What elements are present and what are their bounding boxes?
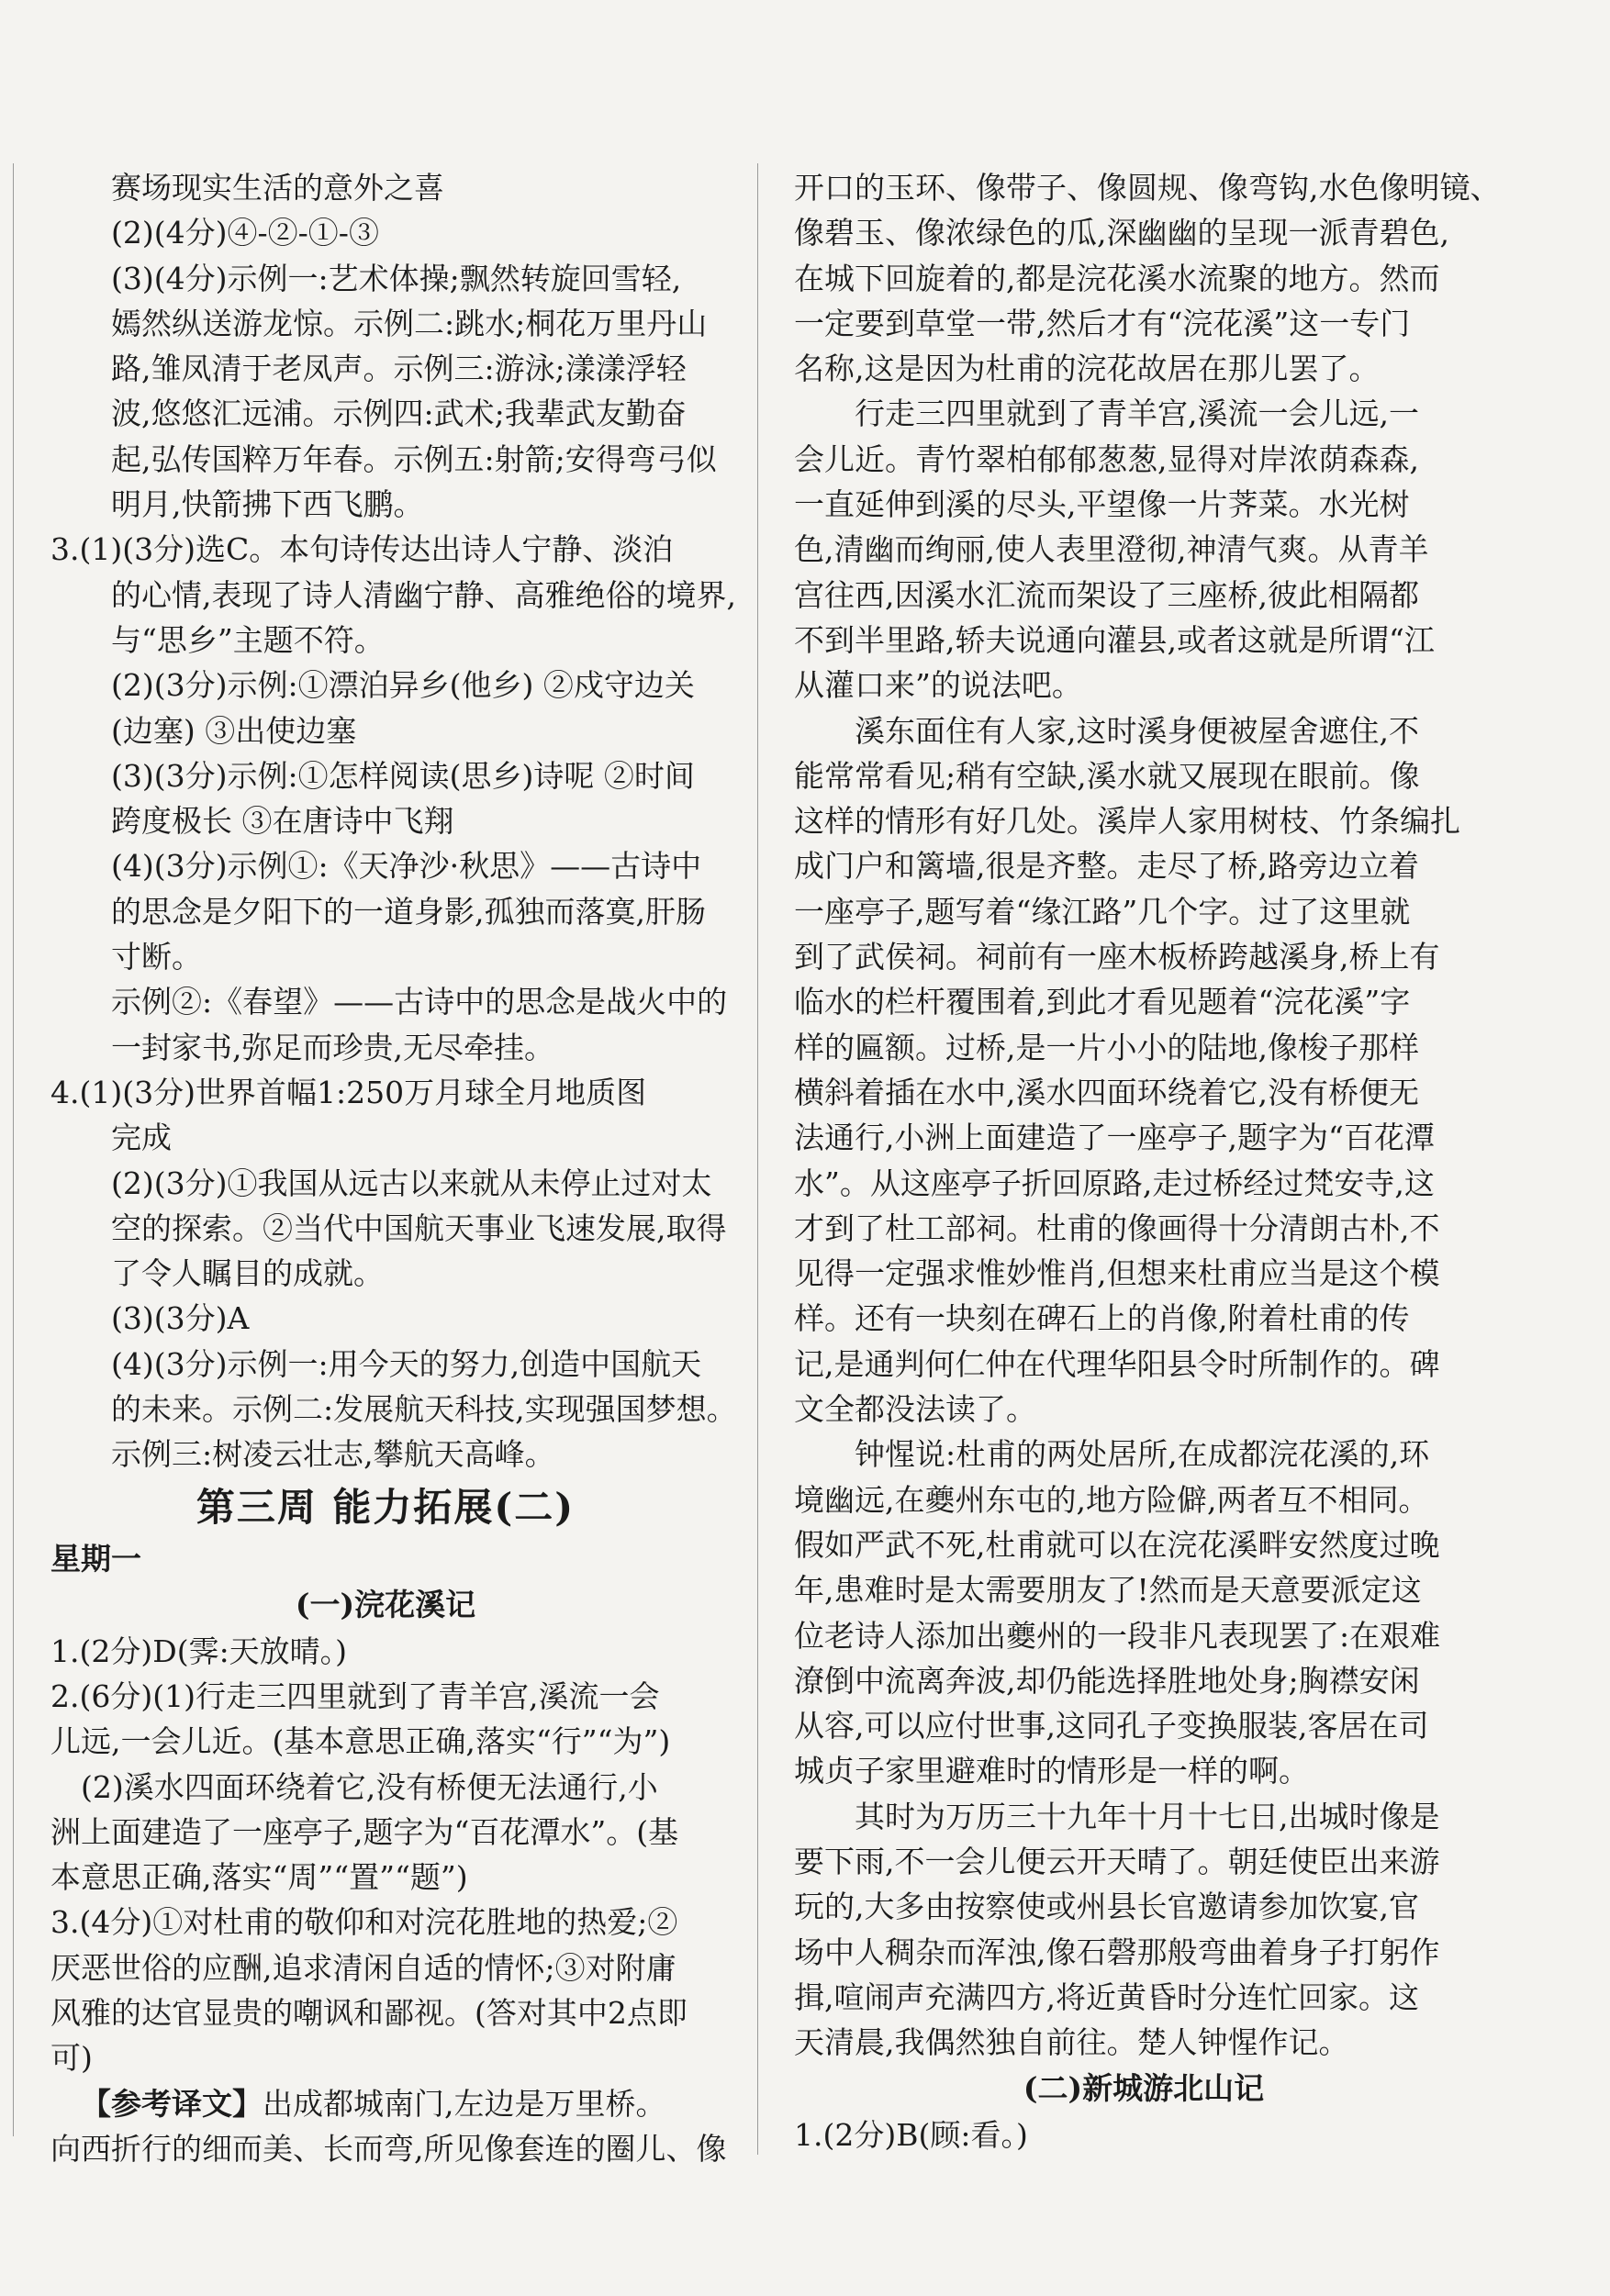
- reading-title: (一)浣花溪记: [295, 1586, 476, 1622]
- text-line: 假如严武不死,杜甫就可以在浣花溪畔安然度过晚: [794, 1526, 1440, 1563]
- text-line: (2)(3分)示例:①漂泊异乡(他乡) ②戍守边关: [111, 667, 695, 704]
- text-line: (2)(3分)①我国从远古以来就从未停止过对太: [111, 1165, 712, 1201]
- answer-line: 3.(4分)①对杜甫的敬仰和对浣花胜地的热爱;②: [50, 1904, 678, 1941]
- text-line: 见得一定强求惟妙惟肖,但想来杜甫应当是这个模: [794, 1255, 1440, 1292]
- text-line: 能常常看见;稍有空缺,溪水就又展现在眼前。像: [794, 757, 1420, 794]
- text-line: 示例三:树凌云壮志,攀航天高峰。: [111, 1436, 555, 1473]
- text-line: 从容,可以应付世事,这同孔子变换服装,客居在司: [794, 1708, 1429, 1744]
- answer-line: 1.(2分)B(顾:看。): [794, 2117, 1028, 2154]
- text-line: 位老诗人添加出夔州的一段非凡表现罢了:在艰难: [794, 1617, 1441, 1654]
- text-line: 记,是通判何仁仲在代理华阳县令时所制作的。碑: [794, 1345, 1440, 1382]
- text-line: 路,雏凤清于老凤声。示例三:游泳;漾漾浮轻: [111, 351, 687, 387]
- text-line: (4)(3分)示例一:用今天的努力,创造中国航天: [111, 1345, 702, 1382]
- answer-line: (2)溪水四面环绕着它,没有桥便无法通行,小: [81, 1768, 658, 1805]
- text-line: 天清晨,我偶然独自前往。楚人钟惺作记。: [794, 2024, 1349, 2061]
- text-line: (边塞) ③出使边塞: [111, 712, 357, 749]
- text-line: 在城下回旋着的,都是浣花溪水流聚的地方。然而: [794, 260, 1440, 296]
- text-line: 明月,快箭拂下西飞鹏。: [111, 486, 424, 523]
- reference-translation-line: [50, 2081, 721, 2126]
- text-line: (3)(4分)示例一:艺术体操;飘然转旋回雪轻,: [111, 260, 682, 296]
- text-line: 的心情,表现了诗人清幽宁静、高雅绝俗的境界,: [111, 576, 736, 613]
- text-line: 揖,喧闹声充满四方,将近黄昏时分连忙回家。这: [794, 1978, 1419, 2015]
- text-line: (3)(3分)示例:①怎样阅读(思乡)诗呢 ②时间: [111, 757, 695, 794]
- text-line: 境幽远,在夔州东屯的,地方险僻,两者互不相同。: [794, 1481, 1429, 1518]
- text-line: 的思念是夕阳下的一道身影,孤独而落寞,肝肠: [111, 893, 706, 930]
- reference-label: 【参考译文】: [81, 2085, 263, 2122]
- text-line: 才到了杜工部祠。杜甫的像画得十分清朗古朴,不: [794, 1209, 1440, 1246]
- text-line: 跨度极长 ③在唐诗中飞翔: [111, 803, 454, 840]
- text-line: 样。还有一块刻在碑石上的肖像,附着杜甫的传: [794, 1300, 1410, 1337]
- text-line: 空的探索。②当代中国航天事业飞速发展,取得: [111, 1209, 727, 1246]
- section-title: 第三周 能力拓展(二): [196, 1484, 576, 1530]
- answer-line: 洲上面建造了一座亭子,题字为“百花潭水”。(基: [50, 1813, 679, 1850]
- text-line: (4)(3分)示例①:《天净沙·秋思》——古诗中: [111, 848, 702, 885]
- text-line: 寸断。: [111, 939, 202, 975]
- text-line: 一封家书,弥足而珍贵,无尽牵挂。: [111, 1029, 554, 1065]
- text-line: 临水的栏杆覆围着,到此才看见题着“浣花溪”字: [794, 984, 1411, 1020]
- answer-line: 风雅的达官显贵的嘲讽和鄙视。(答对其中2点即: [50, 1994, 688, 2031]
- answer-line: 2.(6分)(1)行走三四里就到了青羊宫,溪流一会: [50, 1677, 660, 1714]
- text-line: (2)(4分)④-②-①-③: [111, 215, 379, 251]
- text-line: 成门户和篱墙,很是齐整。走尽了桥,路旁边立着: [794, 848, 1419, 885]
- text-line: 嫣然纵送游龙惊。示例二:跳水;桐花万里丹山: [111, 305, 708, 341]
- answer-line: 1.(2分)D(霁:天放晴。): [50, 1633, 348, 1669]
- text-line: 其时为万历三十九年十月十七日,出城时像是: [855, 1798, 1440, 1834]
- reading-title: (二)新城游北山记: [1023, 2070, 1265, 2107]
- text-line: 开口的玉环、像带子、像圆规、像弯钩,水色像明镜、: [794, 170, 1501, 206]
- text-line: 到了武侯祠。祠前有一座木板桥跨越溪身,桥上有: [794, 939, 1440, 975]
- text-line: 场中人稠杂而浑浊,像石磬那般弯曲着身子打躬作: [794, 1934, 1440, 1970]
- text-line: 一直延伸到溪的尽头,平望像一片荠菜。水光树: [794, 486, 1410, 523]
- text-line: 一定要到草堂一带,然后才有“浣花溪”这一专门: [794, 305, 1411, 341]
- text-line: 溪东面住有人家,这时溪身便被屋舍遮住,不: [855, 712, 1419, 749]
- text-line: 像碧玉、像浓绿色的瓜,深幽幽的呈现一派青碧色,: [794, 215, 1449, 251]
- text-line: 横斜着插在水中,溪水四面环绕着它,没有桥便无: [794, 1074, 1419, 1110]
- reference-text: 出成都城南门,左边是万里桥。: [263, 2085, 666, 2122]
- text-line: 行走三四里就到了青羊宫,溪流一会儿远,一: [855, 396, 1419, 432]
- text-line: 会儿近。青竹翠柏郁郁葱葱,显得对岸浓荫森森,: [794, 440, 1419, 477]
- text-line: 了令人瞩目的成就。: [111, 1255, 384, 1292]
- text-line: 与“思乡”主题不符。: [111, 621, 385, 658]
- answer-line: 儿远,一会儿近。(基本意思正确,落实“行”“为”): [50, 1723, 671, 1760]
- text-line: 要下雨,不一会儿便云开天晴了。朝廷使臣出来游: [794, 1843, 1440, 1879]
- column-divider: [757, 163, 758, 2155]
- text-line: 宫往西,因溪水汇流而架设了三座桥,彼此相隔都: [794, 576, 1419, 613]
- text-line: 示例②:《春望》——古诗中的思念是战火中的: [111, 984, 728, 1020]
- text-line: 钟惺说:杜甫的两处居所,在成都浣花溪的,环: [855, 1436, 1430, 1473]
- text-line: 这样的情形有好几处。溪岸人家用树枝、竹条编扎: [794, 803, 1460, 840]
- answer-line: 可): [50, 2040, 93, 2077]
- text-line: 赛场现实生活的意外之喜: [111, 170, 444, 206]
- text-line: 4.(1)(3分)世界首幅1:250万月球全月地质图: [50, 1074, 647, 1110]
- text-line: 法通行,小洲上面建造了一座亭子,题字为“百花潭: [794, 1120, 1435, 1156]
- text-line: 的未来。示例二:发展航天科技,实现强国梦想。: [111, 1391, 737, 1428]
- answer-line: 本意思正确,落实“周”“置”“题”): [50, 1859, 468, 1896]
- text-line: 色,清幽而绚丽,使人表里澄彻,神清气爽。从青羊: [794, 531, 1429, 568]
- text-line: 3.(1)(3分)选C。本句诗传达出诗人宁静、淡泊: [50, 531, 674, 568]
- reference-translation-line: 向西折行的细而美、长而弯,所见像套连的圈儿、像: [50, 2130, 727, 2167]
- text-line: 文全都没法读了。: [794, 1391, 1036, 1428]
- text-line: 年,患难时是太需要朋友了!然而是天意要派定这: [794, 1572, 1422, 1609]
- text-line: 潦倒中流离奔波,却仍能选择胜地处身;胸襟安闲: [794, 1662, 1420, 1699]
- text-line: 一座亭子,题写着“缘江路”几个字。过了这里就: [794, 893, 1411, 930]
- text-line: 水”。从这座亭子折回原路,走过桥经过梵安寺,这: [794, 1165, 1435, 1201]
- text-line: 起,弘传国粹万年春。示例五:射箭;安得弯弓似: [111, 440, 717, 477]
- left-margin-rule: [13, 163, 14, 2136]
- left-column: [50, 165, 737, 2171]
- right-column: [794, 165, 1501, 2158]
- day-heading: 星期一: [50, 1540, 141, 1577]
- text-line: 从灌口来”的说法吧。: [794, 667, 1082, 704]
- text-line: 波,悠悠汇远浦。示例四:武术;我辈武友勤奋: [111, 396, 687, 432]
- text-line: 完成: [111, 1120, 172, 1156]
- text-line: 名称,这是因为杜甫的浣花故居在那儿罢了。: [794, 351, 1380, 387]
- text-line: 城贞子家里避难时的情形是一样的啊。: [794, 1753, 1309, 1789]
- text-line: 样的匾额。过桥,是一片小小的陆地,像梭子那样: [794, 1029, 1419, 1065]
- text-line: (3)(3分)A: [111, 1300, 250, 1337]
- text-line: 玩的,大多由按察使或州县长官邀请参加饮宴,官: [794, 1889, 1419, 1925]
- text-line: 不到半里路,轿夫说通向灌县,或者这就是所谓“江: [794, 621, 1435, 658]
- answer-line: 厌恶世俗的应酬,追求清闲自适的情怀;③对附庸: [50, 1949, 676, 1986]
